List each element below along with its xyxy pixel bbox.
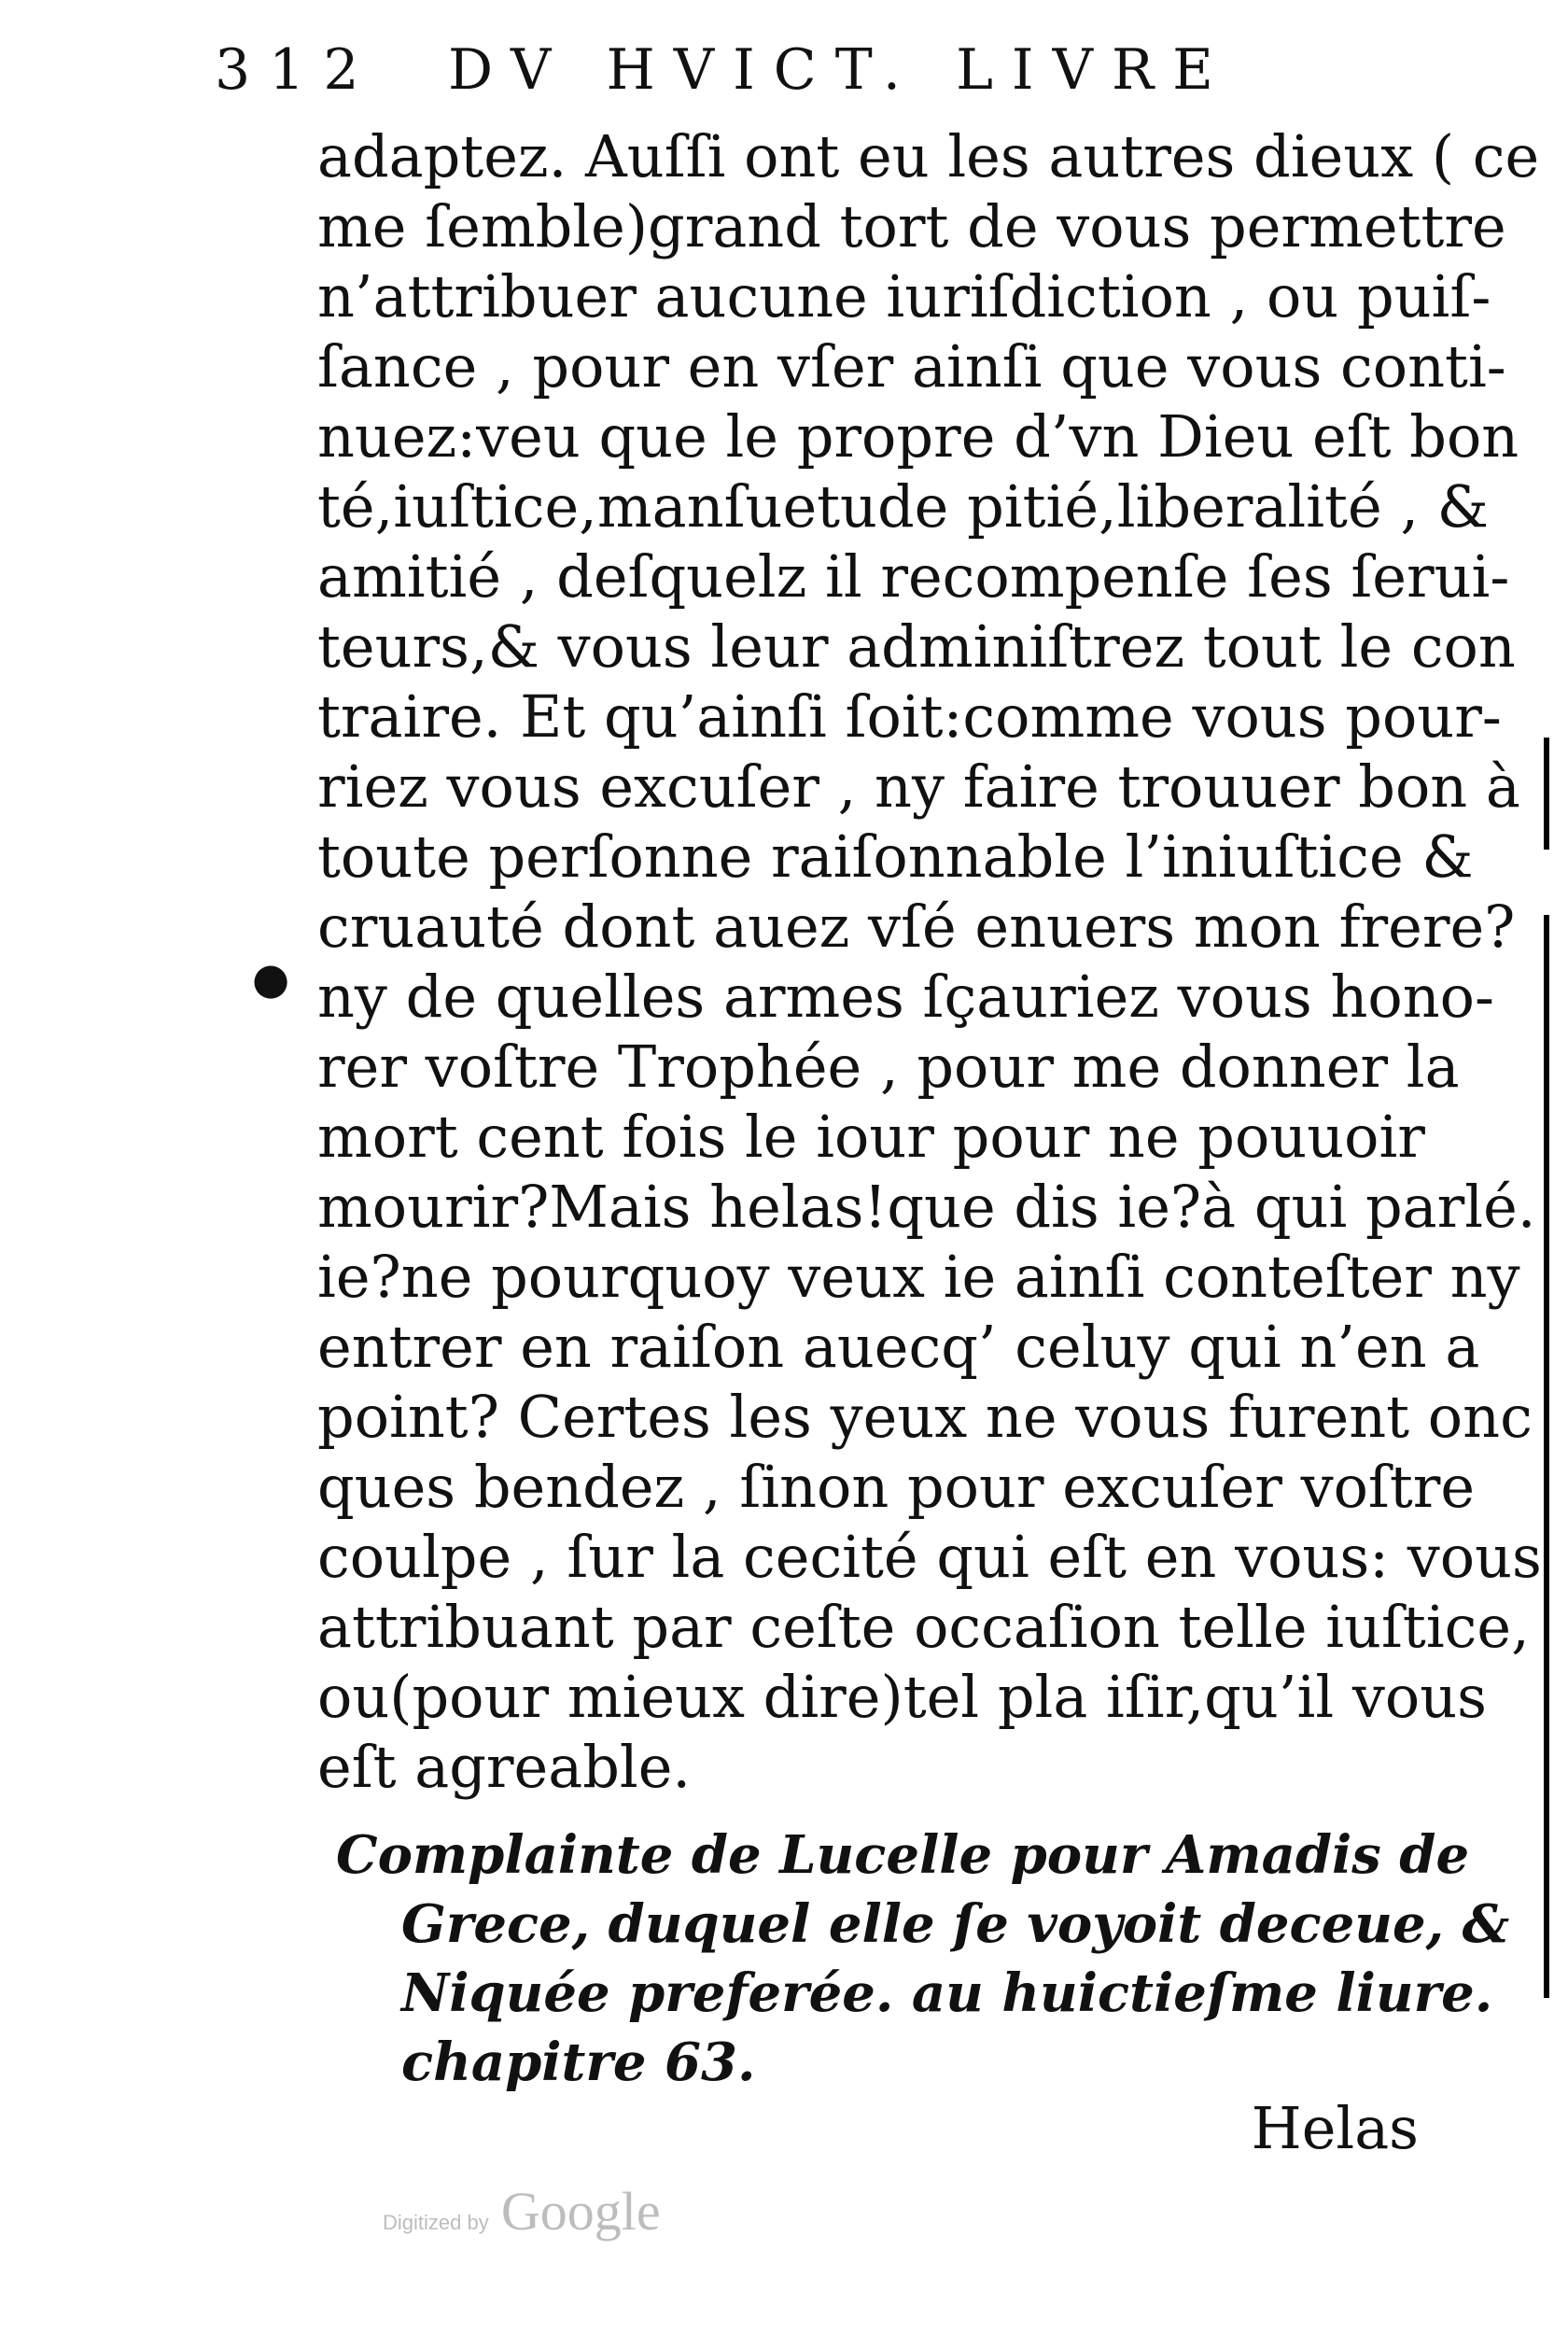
text-line: ques bendez , ſinon pour excuſer voſtre [317, 1453, 1476, 1521]
text-line: cruauté dont auez vſé enuers mon frere? [317, 893, 1516, 961]
caption-line: chapitre 63. [401, 2032, 756, 2093]
caption-line: Grece, duquel elle ſe voyoit deceue, & [401, 1893, 1510, 1955]
text-line: adaptez. Auſſi ont eu les autres dieux ( ce [317, 122, 1540, 190]
text-line: ie?ne pourquoy veux ie ainſi conteſter ny [317, 1243, 1520, 1311]
text-line: me ſemble)grand tort de vous permettre [317, 192, 1506, 260]
text-line: mourir?Mais helas!que dis ie?à qui parlé. [317, 1173, 1536, 1241]
text-line: nuez:veu que le propre d’vn Dieu eſt bon [317, 402, 1519, 471]
text-line: amitié , deſquelz il recompenſe ſes ſerui- [317, 542, 1510, 611]
text-line: entrer en raiſon auecq’ celuy qui n’en a [317, 1313, 1480, 1381]
text-line: mort cent fois le iour pour ne pouuoir [317, 1103, 1425, 1171]
text-line: coulpe , ſur la cecité qui eſt en vous: vous [317, 1523, 1542, 1591]
text-line: ou(pour mieux dire)tel pla iſir,qu’il vous [317, 1663, 1487, 1731]
digitized-watermark [383, 2180, 661, 2243]
body-text [317, 121, 1542, 1802]
text-line: teurs,& vous leur adminiſtrez tout le con [317, 612, 1516, 681]
text-line: traire. Et qu’ainſi ſoit:comme vous pour- [317, 682, 1502, 751]
margin-mark-icon: ● [252, 953, 290, 1004]
catchword: Helas [1251, 2094, 1419, 2162]
text-line: point? Certes les yeux ne vous furent onc [317, 1383, 1533, 1451]
google-logo: Google [500, 2181, 661, 2242]
text-line: attribuant par ceſte occaſion telle iuſtice, [317, 1593, 1530, 1661]
binding-edge [1544, 915, 1549, 1998]
text-line: eſt agreable. [317, 1733, 692, 1801]
text-line: riez vous excuſer , ny faire trouuer bon à [317, 752, 1520, 821]
text-line: té,iuſtice,manſuetude pitié,liberalité , & [317, 472, 1489, 541]
watermark-prefix: Digitized by [383, 2211, 489, 2234]
text-line: toute perſonne raiſonnable l’iniuſtice & [317, 823, 1474, 891]
chapter-caption [336, 1821, 1510, 2097]
page-number: 312 [215, 37, 378, 103]
text-line: rer voſtre Trophée , pour me donner la [317, 1033, 1460, 1101]
caption-line: Complainte de Lucelle pour Amadis de [336, 1824, 1470, 1886]
text-line: ſance , pour en vſer ainſi que vous conti- [317, 332, 1506, 401]
text-line: ny de quelles armes ſçauriez vous hono- [317, 963, 1494, 1031]
running-head: DV HVICT. LIVRE [448, 37, 1232, 103]
page-header [215, 28, 1428, 112]
caption-line: Niquée preferée. au huictieſme liure. [401, 1962, 1493, 2024]
binding-edge [1544, 738, 1549, 850]
text-line: n’attribuer aucune iuriſdiction , ou puiſ- [317, 262, 1491, 330]
